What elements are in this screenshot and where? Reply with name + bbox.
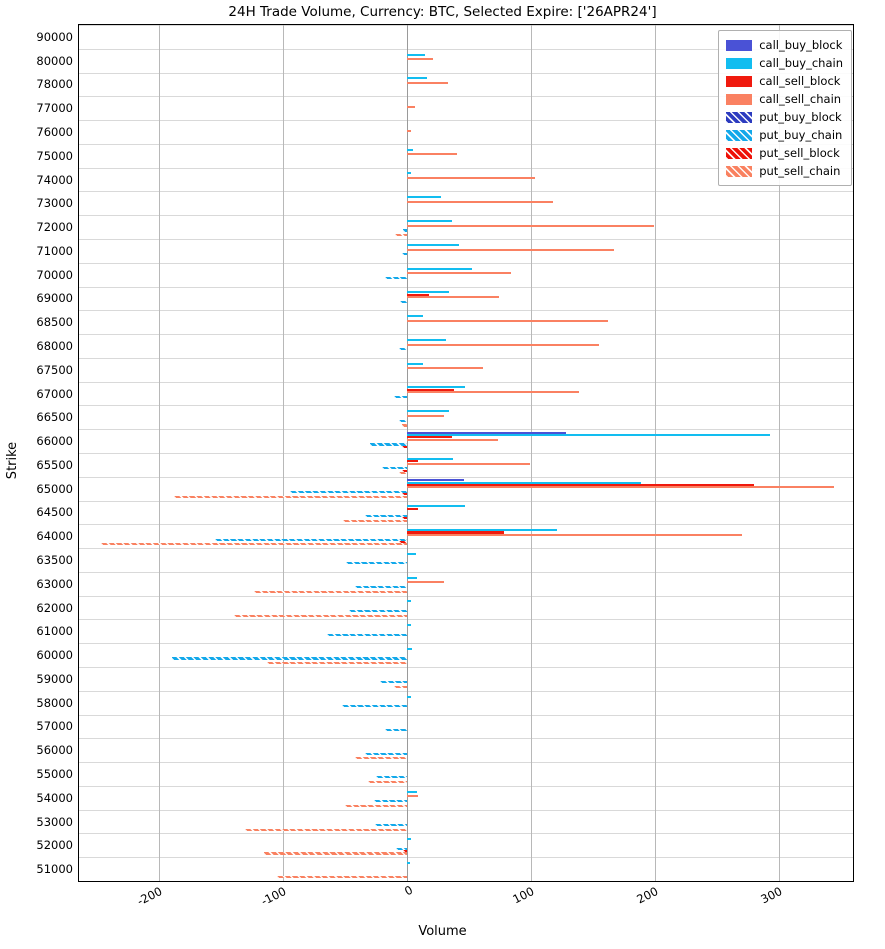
chart-title: 24H Trade Volume, Currency: BTC, Selected Expire: ['26APR24']	[228, 4, 657, 20]
gridline-horizontal	[79, 833, 853, 834]
gridline-horizontal	[79, 810, 853, 811]
bar-put_buy_chain	[402, 253, 407, 255]
bar-call_sell_chain	[407, 486, 834, 488]
bar-put_sell_chain	[174, 496, 407, 498]
bar-call_buy_chain	[407, 434, 770, 436]
bar-put_sell_chain	[368, 781, 408, 783]
bar-put_buy_chain	[365, 515, 407, 517]
y-tick-label: 75000	[36, 148, 73, 163]
bar-call_sell_chain	[407, 106, 414, 108]
legend-item[interactable]	[726, 72, 843, 90]
x-tick-label: -100	[259, 884, 289, 909]
x-tick-label: 200	[634, 884, 661, 907]
chart-legend	[718, 30, 852, 186]
bar-call_sell_chain	[407, 153, 457, 155]
bar-put_sell_chain	[264, 852, 408, 854]
legend-swatch-icon	[726, 58, 752, 69]
gridline-horizontal	[79, 667, 853, 668]
y-tick-label: 78000	[36, 77, 73, 92]
y-tick-label: 65500	[36, 457, 73, 472]
y-tick-label: 64000	[36, 529, 73, 544]
bar-call_buy_chain	[407, 791, 417, 793]
bar-put_buy_chain	[290, 491, 408, 493]
bar-call_buy_chain	[407, 77, 427, 79]
y-axis-label: Strike	[5, 441, 21, 480]
bar-call_buy_chain	[407, 696, 411, 698]
bar-call_buy_chain	[407, 268, 471, 270]
bar-call_sell_chain	[407, 249, 614, 251]
gridline-horizontal	[79, 881, 853, 882]
legend-item[interactable]	[726, 162, 843, 180]
bar-call_buy_chain	[407, 648, 412, 650]
gridline-horizontal	[79, 287, 853, 288]
bar-put_buy_chain	[365, 753, 407, 755]
y-tick-label: 68000	[36, 339, 73, 353]
bar-call_buy_chain	[407, 838, 411, 840]
bar-put_buy_chain	[399, 348, 408, 350]
gridline-horizontal	[79, 358, 853, 359]
legend-label: put_sell_chain	[759, 164, 841, 178]
legend-swatch-icon	[726, 40, 752, 51]
bar-call_buy_chain	[407, 172, 411, 174]
gridline-horizontal	[79, 596, 853, 597]
bar-call_sell_chain	[407, 296, 499, 298]
bar-call_sell_block	[407, 508, 418, 510]
gridline-vertical	[531, 25, 532, 881]
y-tick-label: 90000	[36, 29, 73, 44]
y-tick-label: 69000	[36, 291, 73, 306]
y-tick-label: 59000	[36, 671, 73, 686]
gridline-horizontal	[79, 643, 853, 644]
bar-put_sell_chain	[343, 520, 407, 522]
y-tick-label: 64500	[36, 505, 73, 520]
gridline-horizontal	[79, 715, 853, 716]
bar-put_sell_chain	[355, 757, 407, 759]
bar-call_buy_chain	[407, 363, 423, 365]
bar-call_buy_chain	[407, 244, 459, 246]
y-tick-label: 66500	[36, 410, 73, 425]
bar-call_sell_chain	[407, 320, 608, 322]
y-tick-label: 65000	[36, 481, 73, 496]
legend-item[interactable]	[726, 36, 843, 54]
bar-call_sell_chain	[407, 272, 511, 274]
y-tick-label: 66000	[36, 434, 73, 449]
gridline-horizontal	[79, 572, 853, 573]
y-tick-label: 74000	[36, 172, 73, 187]
legend-swatch-icon	[726, 94, 752, 105]
gridline-horizontal	[79, 762, 853, 763]
bar-put_sell_chain	[399, 472, 408, 474]
bar-put_sell_chain	[345, 805, 407, 807]
bar-call_sell_chain	[407, 367, 483, 369]
y-tick-label: 52000	[36, 838, 73, 853]
legend-item[interactable]	[726, 126, 843, 144]
gridline-horizontal	[79, 382, 853, 383]
y-tick-label: 63000	[36, 576, 73, 591]
gridline-horizontal	[79, 619, 853, 620]
gridline-horizontal	[79, 215, 853, 216]
bar-put_buy_chain	[380, 681, 407, 683]
legend-item[interactable]	[726, 144, 843, 162]
x-axis-label: Volume	[418, 924, 467, 939]
y-tick-label: 53000	[36, 814, 73, 829]
bar-put_sell_chain	[234, 615, 407, 617]
y-tick-label: 67500	[36, 362, 73, 377]
bar-put_sell_chain	[101, 543, 407, 545]
gridline-horizontal	[79, 239, 853, 240]
y-tick-label: 54000	[36, 790, 73, 805]
bar-put_buy_chain	[400, 301, 407, 303]
legend-label: call_buy_block	[759, 38, 843, 52]
legend-item[interactable]	[726, 108, 843, 126]
y-tick-label: 62000	[36, 600, 73, 615]
legend-label: put_sell_block	[759, 146, 840, 160]
y-tick-label: 60000	[36, 648, 73, 663]
bar-call_sell_chain	[407, 58, 433, 60]
gridline-horizontal	[79, 501, 853, 502]
gridline-horizontal	[79, 405, 853, 406]
bar-call_sell_chain	[407, 201, 553, 203]
bar-call_buy_chain	[407, 220, 452, 222]
x-tick-label: 100	[510, 884, 537, 907]
bar-put_buy_chain	[403, 229, 407, 231]
gridline-horizontal	[79, 548, 853, 549]
bar-call_sell_chain	[407, 795, 418, 797]
bar-call_buy_chain	[407, 577, 417, 579]
bar-put_buy_chain	[172, 657, 407, 659]
bar-call_sell_chain	[407, 130, 411, 132]
y-tick-label: 56000	[36, 743, 73, 758]
y-tick-label: 80000	[36, 53, 73, 68]
bar-call_buy_chain	[407, 410, 449, 412]
legend-swatch-icon	[726, 166, 752, 177]
gridline-vertical	[159, 25, 160, 881]
y-tick-label: 71000	[36, 243, 73, 258]
bar-call_buy_chain	[407, 624, 411, 626]
bar-put_sell_block	[402, 446, 407, 448]
y-tick-label: 51000	[36, 862, 73, 877]
legend-label: call_sell_chain	[759, 92, 842, 106]
bar-call_buy_chain	[407, 600, 411, 602]
gridline-horizontal	[79, 524, 853, 525]
bar-put_buy_chain	[376, 776, 407, 778]
bar-put_buy_chain	[355, 586, 407, 588]
y-tick-label: 55000	[36, 767, 73, 781]
bar-put_buy_chain	[342, 705, 408, 707]
legend-swatch-icon	[726, 130, 752, 141]
bar-call_buy_chain	[407, 315, 423, 317]
legend-swatch-icon	[726, 76, 752, 87]
bar-call_sell_chain	[407, 225, 653, 227]
x-tick-label: 300	[758, 884, 785, 907]
bar-call_sell_chain	[407, 463, 530, 465]
bar-call_sell_chain	[407, 439, 497, 441]
gridline-vertical	[655, 25, 656, 881]
bar-call_sell_chain	[407, 415, 444, 417]
gridline-horizontal	[79, 453, 853, 454]
y-tick-label: 57000	[36, 719, 73, 734]
y-tick-label: 61000	[36, 624, 73, 639]
y-tick-label: 67000	[36, 386, 73, 401]
y-tick-label: 72000	[36, 220, 73, 235]
bar-put_sell_chain	[402, 424, 407, 426]
y-tick-label: 77000	[36, 101, 73, 116]
gridline-horizontal	[79, 25, 853, 26]
bar-call_sell_chain	[407, 581, 444, 583]
legend-label: put_buy_block	[759, 110, 842, 124]
y-tick-label: 58000	[36, 695, 73, 710]
bar-put_buy_chain	[385, 277, 407, 279]
gridline-horizontal	[79, 191, 853, 192]
bar-call_buy_chain	[407, 553, 416, 555]
bar-put_buy_chain	[346, 562, 407, 564]
y-tick-label: 68500	[36, 315, 73, 330]
bar-put_sell_chain	[395, 234, 407, 236]
bar-call_sell_chain	[407, 177, 535, 179]
legend-label: call_buy_chain	[759, 56, 843, 70]
gridline-horizontal	[79, 334, 853, 335]
bar-put_sell_chain	[394, 686, 408, 688]
x-tick-label: -200	[135, 884, 165, 909]
y-tick-label: 76000	[36, 125, 73, 139]
bar-put_buy_chain	[327, 634, 407, 636]
bar-call_buy_chain	[407, 54, 424, 56]
legend-item[interactable]	[726, 54, 843, 72]
bar-call_sell_chain	[407, 344, 599, 346]
legend-item[interactable]	[726, 90, 843, 108]
bar-call_buy_chain	[407, 862, 409, 864]
bar-call_sell_chain	[407, 391, 579, 393]
legend-label: put_buy_chain	[759, 128, 843, 142]
bar-call_buy_chain	[407, 149, 413, 151]
bar-put_buy_chain	[394, 396, 408, 398]
bar-put_buy_chain	[374, 800, 407, 802]
gridline-horizontal	[79, 786, 853, 787]
x-axis-ticks	[78, 884, 854, 918]
bar-put_buy_chain	[375, 824, 407, 826]
x-tick-label: 0	[402, 882, 416, 899]
bar-put_sell_chain	[267, 662, 407, 664]
gridline-horizontal	[79, 738, 853, 739]
bar-put_buy_chain	[399, 420, 408, 422]
legend-label: call_sell_block	[759, 74, 841, 88]
gridline-horizontal	[79, 477, 853, 478]
y-tick-label: 63500	[36, 553, 73, 567]
bar-put_sell_chain	[245, 829, 407, 831]
bar-call_buy_chain	[407, 196, 440, 198]
bar-put_buy_chain	[215, 539, 407, 541]
y-tick-label: 70000	[36, 267, 73, 282]
bar-call_buy_chain	[407, 339, 445, 341]
gridline-horizontal	[79, 310, 853, 311]
bar-put_buy_chain	[385, 729, 407, 731]
gridline-horizontal	[79, 429, 853, 430]
legend-swatch-icon	[726, 112, 752, 123]
bar-put_sell_chain	[277, 876, 407, 878]
bar-put_sell_chain	[254, 591, 408, 593]
legend-swatch-icon	[726, 148, 752, 159]
gridline-horizontal	[79, 263, 853, 264]
gridline-horizontal	[79, 691, 853, 692]
y-tick-label: 73000	[36, 196, 73, 211]
bar-call_sell_chain	[407, 534, 741, 536]
gridline-vertical	[283, 25, 284, 881]
bar-call_sell_chain	[407, 82, 448, 84]
gridline-horizontal	[79, 857, 853, 858]
bar-put_buy_chain	[349, 610, 407, 612]
